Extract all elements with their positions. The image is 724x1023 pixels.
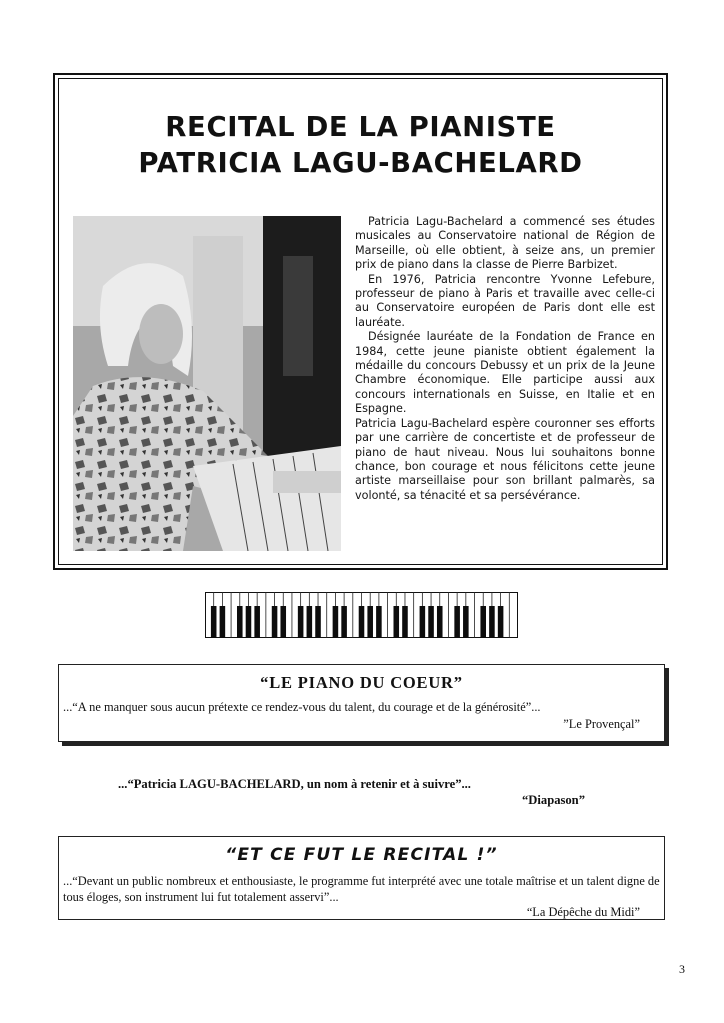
black-key [272,606,278,638]
piano-keyboard-icon [205,592,518,638]
quote-box-piano-du-coeur [58,664,665,742]
bio-paragraph: En 1976, Patricia rencontre Yvonne Lefebure, professeur de piano à Paris et travaille avec celle-ci au Conservatoire européen de Paris dont elle est lauréate. [355,272,655,329]
black-key [437,606,443,638]
black-key [489,606,495,638]
black-key [359,606,365,638]
quote-title: “ET CE FUT LE RECITAL !” [225,845,498,865]
bio-paragraph: Patricia Lagu-Bachelard a commencé ses études musicales au Conservatoire national de Région de Marseille, où elle obtient, à seize ans, un premier prix de piano dans la classe de Pierre Barbizet. [355,215,655,272]
bio-paragraph: Patricia Lagu-Bachelard espère couronner ses efforts par une carrière de concertiste et de professeur de piano de haut niveau. Nous lui souhaitons bonne chance, bon courage et nous félicitons cette jeune artiste marseillaise pour son brillant palmarès, sa volonté, sa ténacité et sa persévérance. [355,416,655,502]
black-key [428,606,434,638]
black-key [220,606,226,638]
bio-paragraph: Désignée lauréate de la Fondation de France en 1984, cette jeune pianiste obtient également la médaille du concours Debussy et un prix de la Jeune Chambre économique. Elle participe aussi aux concours internationals en Suisse, en Italie et en Espagne. [355,330,655,416]
black-key [298,606,304,638]
black-key [315,606,321,638]
black-key [376,606,382,638]
black-key [254,606,260,638]
article-title [59,109,662,181]
black-key [463,606,469,638]
black-key [307,606,313,638]
black-key [402,606,408,638]
quote-title: “LE PIANO DU COEUR” [260,673,463,692]
quote-diapason-text: ...“Patricia LAGU-BACHELARD, un nom à retenir et à suivre”... [118,777,471,791]
black-key [333,606,339,638]
quote-box-recital [58,836,665,920]
black-key [498,606,504,638]
black-key [454,606,460,638]
title-line-1: RECITAL DE LA PIANISTE [165,111,556,143]
pianist-photo [73,216,341,551]
black-key [420,606,426,638]
quote-source: ”Le Provençal” [563,717,640,731]
black-key [211,606,217,638]
biography-text [355,215,655,503]
quote-text: ...“Devant un public nombreux et enthousiaste, le programme fut interprété avec une totale maîtrise et un talent digne de tous éloges, son instrument lui fut totalement asservi”... [63,874,660,904]
title-line-2: PATRICIA LAGU-BACHELARD [138,147,583,179]
quote-text: ...“A ne manquer sous aucun prétexte ce rendez-vous du talent, du courage et de la générosité”... [63,700,541,714]
quote-diapason-source: “Diapason” [522,793,585,807]
black-key [480,606,486,638]
black-key [280,606,286,638]
article-frame-inner [58,78,663,565]
black-key [367,606,373,638]
pianist-photo-image [73,216,341,551]
black-key [393,606,399,638]
black-key [237,606,243,638]
page-number: 3 [679,962,685,976]
black-key [341,606,347,638]
black-key [246,606,252,638]
article-frame [53,73,668,570]
quote-source: “La Dépêche du Midi” [526,905,640,919]
